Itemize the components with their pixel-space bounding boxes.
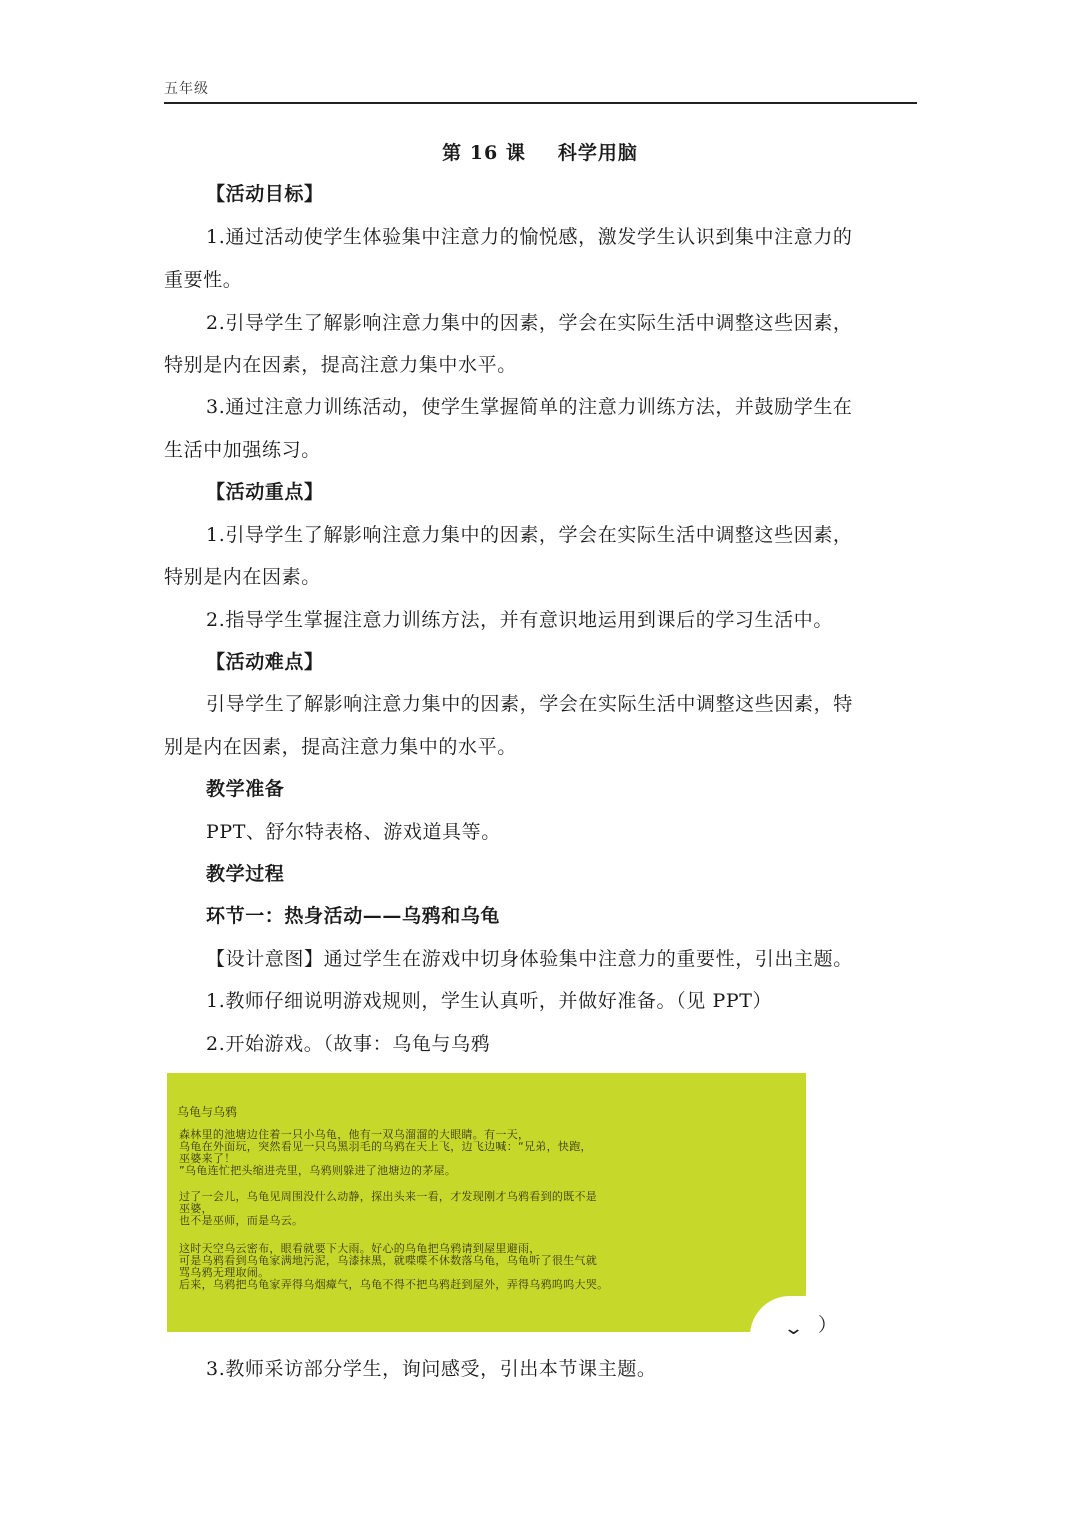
step-3: 3.教师采访部分学生，询问感受，引出本节课主题。 [206, 1358, 657, 1380]
key-point-2: 2.指导学生掌握注意力训练方法，并有意识地运用到课后的学习生活中。 [206, 609, 833, 631]
difficulties-heading: 【活动难点】 [206, 651, 324, 673]
goal-item-3-line-2: 生活中加强练习。 [164, 439, 321, 461]
goal-item-2-line-2: 特别是内在因素，提高注意力集中水平。 [164, 354, 517, 376]
key-point-1-line-2: 特别是内在因素。 [164, 566, 321, 588]
goal-item-1-line-1: 1.通过活动使学生体验集中注意力的愉悦感，激发学生认识到集中注意力的 [206, 226, 853, 248]
goal-item-2-line-1: 2.引导学生了解影响注意力集中的因素，学会在实际生活中调整这些因素， [206, 312, 853, 334]
step-2-close-paren: ） [818, 1314, 838, 1336]
key-points-heading: 【活动重点】 [206, 481, 324, 503]
step-2: 2.开始游戏。（故事：乌龟与乌鸦 [206, 1033, 491, 1055]
story-line: 也不是巫师，而是乌云。 [179, 1214, 304, 1227]
story-line: 骂乌鸦无理取闹。 [179, 1266, 270, 1279]
step-1: 1.教师仔细说明游戏规则，学生认真听，并做好准备。（见 PPT） [206, 990, 773, 1012]
story-line: 乌龟在外面玩，突然看见一只乌黑羽毛的乌鸦在天上飞，边飞边喊：“兄弟，快跑， [179, 1140, 592, 1153]
page-header [164, 76, 917, 104]
section-1-heading: 环节一：热身活动——乌鸦和乌龟 [206, 905, 501, 927]
story-title: 乌龟与乌鸦 [177, 1105, 238, 1119]
design-intent: 【设计意图】通过学生在游戏中切身体验集中注意力的重要性，引出主题。 [206, 948, 853, 970]
grade-label: 五年级 [164, 81, 209, 97]
story-line: 可是乌鸦看到乌龟家满地污泥，乌漆抹黑，就喋喋不休数落乌龟，乌龟听了很生气就 [179, 1254, 598, 1267]
lesson-number: 第 16 课 [442, 142, 526, 164]
difficulties-line-1: 引导学生了解影响注意力集中的因素，学会在实际生活中调整这些因素，特 [206, 693, 853, 715]
lesson-name: 科学用脑 [557, 142, 638, 164]
key-point-1-line-1: 1.引导学生了解影响注意力集中的因素，学会在实际生活中调整这些因素， [206, 524, 853, 546]
story-image [167, 1073, 806, 1332]
process-heading: 教学过程 [206, 863, 285, 885]
story-line: 这时天空乌云密布，眼看就要下大雨。好心的乌龟把乌鸦请到屋里避雨， [179, 1242, 541, 1255]
difficulties-line-2: 别是内在因素，提高注意力集中的水平。 [164, 736, 517, 758]
goal-item-1-line-2: 重要性。 [164, 269, 243, 291]
preparation-heading: 教学准备 [206, 778, 285, 800]
chevron-down-icon: ⌄ [782, 1318, 805, 1339]
story-line: 森林里的池塘边住着一只小乌龟，他有一双乌溜溜的大眼睛。有一天， [179, 1128, 530, 1141]
story-line: 巫婆来了！ [179, 1152, 236, 1165]
preparation-text: PPT、舒尔特表格、游戏道具等。 [206, 821, 501, 843]
story-line: 后来，乌鸦把乌龟家弄得乌烟瘴气，乌龟不得不把乌鸦赶到屋外，弄得乌鸦呜呜大哭。 [179, 1278, 609, 1291]
story-line: 巫婆， [179, 1202, 213, 1215]
goals-heading: 【活动目标】 [206, 183, 324, 205]
lesson-title [0, 138, 1080, 165]
story-line: 过了一会儿，乌龟见周围没什么动静，探出头来一看，才发现刚才乌鸦看到的既不是 [179, 1190, 598, 1203]
goal-item-3-line-1: 3.通过注意力训练活动，使学生掌握简单的注意力训练方法，并鼓励学生在 [206, 396, 853, 418]
story-line: ”乌龟连忙把头缩进壳里，乌鸦则躲进了池塘边的茅屋。 [179, 1164, 457, 1177]
